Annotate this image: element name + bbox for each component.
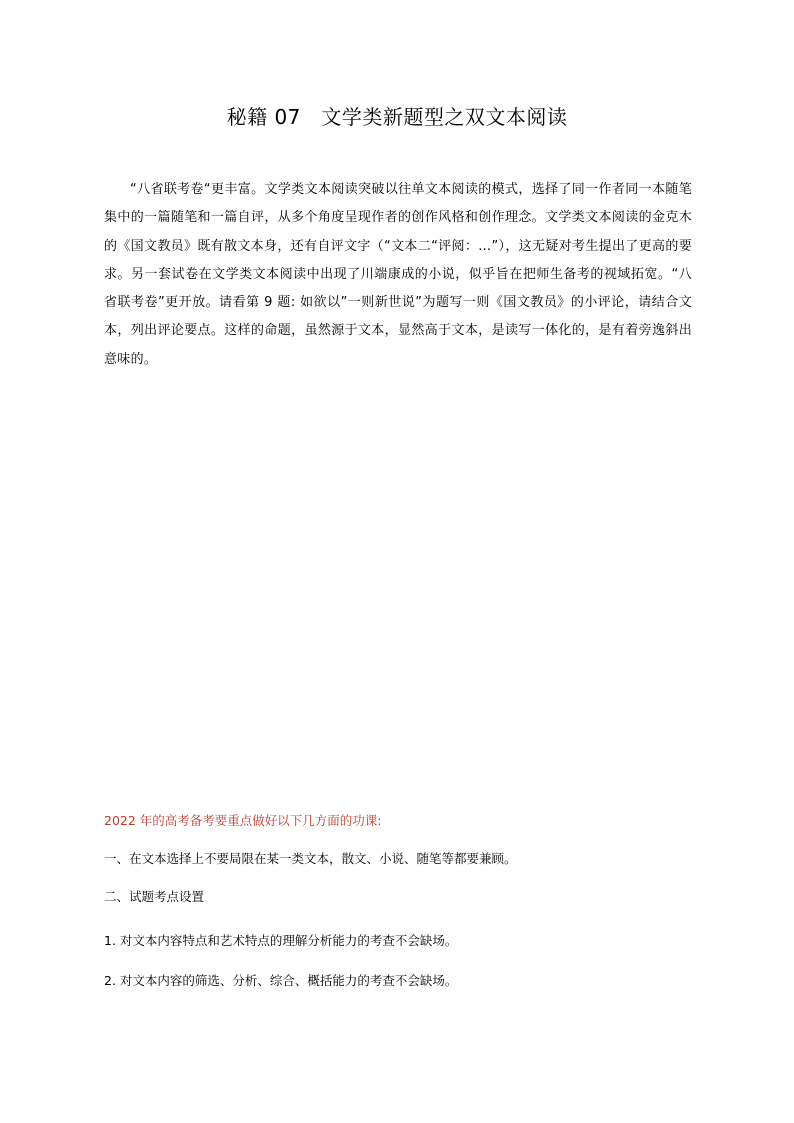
prep-item-4: 2. 对文本内容的筛选、分析、综合、概括能力的考查不会缺场。	[104, 973, 458, 988]
prep-heading: 2022 年的高考备考要重点做好以下几方面的功课:	[104, 813, 382, 828]
prep-item-3: 1. 对文本内容特点和艺术特点的理解分析能力的考查不会缺场。	[104, 933, 458, 948]
prep-item-1: 一、在文本选择上不要局限在某一类文本，散文、小说、随笔等都要兼顾。	[104, 851, 517, 866]
prep-item-2: 二、试题考点设置	[104, 889, 205, 904]
document-title: 秘籍 07 文学类新题型之双文本阅读	[226, 105, 568, 129]
intro-paragraph: “八省联考卷“更丰富。文学类文本阅读突破以往单文本阅读的模式，选择了同一作者同一本随笔集中的一篇随笔和一篇自评，从多个角度呈现作者的创作风格和创作理念。文学类文本阅读的金克木的《国文教员》既有散文本身，还有自评文字（“文本二“评阅：…”），这无疑对考生提出了更高的要求。另一套试卷在文学类文本阅读中出现了川端康成的小说，似乎旨在把师生备考的视域拓宽。“八省联考卷”更开放。请看第 9 题: 如欲以”一则新世说”为题写一则《国文教员》的小评论，请结合文本，列出评论要点。这样的命题，虽然源于文本，显然高于文本，是读写一体化的，是有着旁逸斜出意味的。	[104, 182, 692, 367]
